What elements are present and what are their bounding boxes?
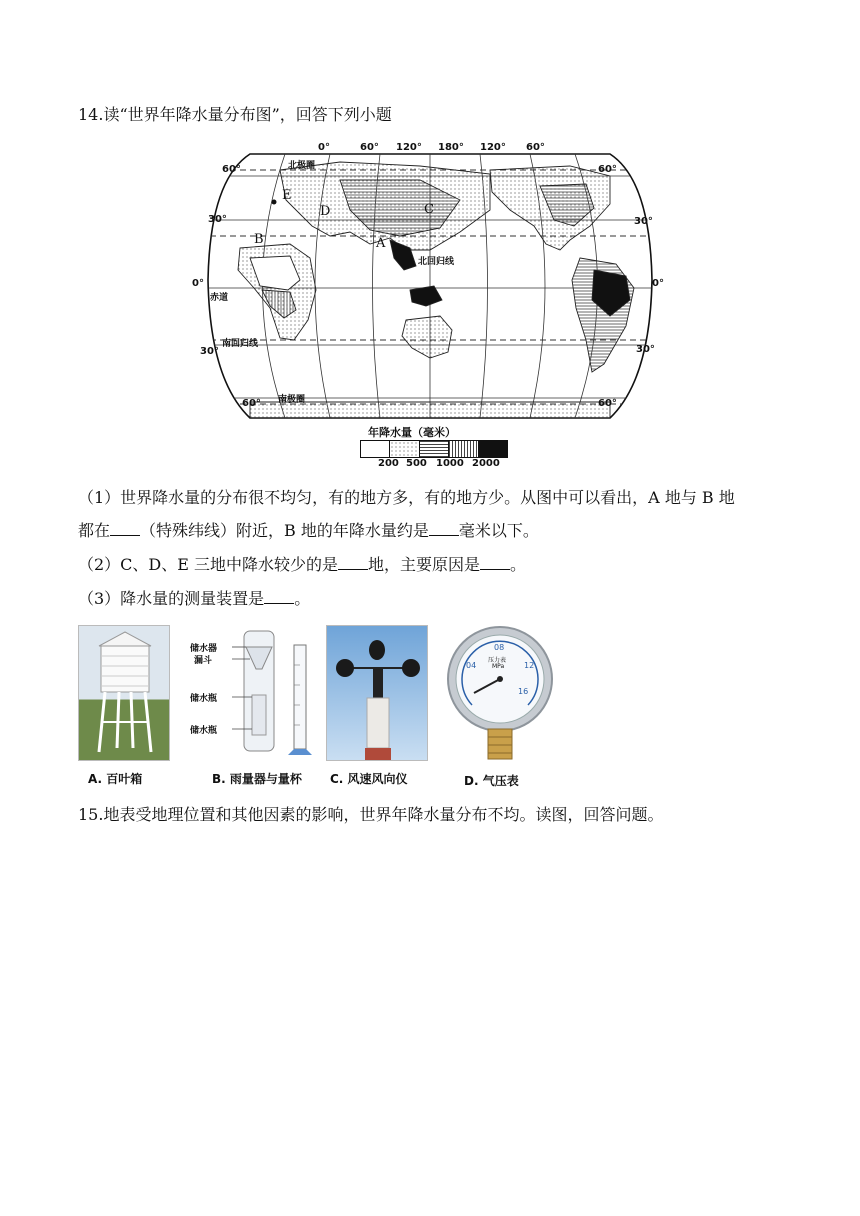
legend-value: 2000	[472, 458, 500, 469]
device-c-caption: C. 风速风向仪	[330, 772, 408, 786]
dial-label: 12	[524, 661, 535, 670]
device-c-anemometer	[326, 625, 428, 761]
q14-sub1-line1: （1）世界降水量的分布很不均匀，有的地方多，有的地方少。从图中可以看出，A 地与 B 地	[78, 488, 735, 507]
lon-label: 120°	[396, 142, 422, 153]
gauge-label: 储水瓶	[190, 726, 218, 736]
point-e: E	[282, 188, 292, 203]
dial-label: 04	[466, 661, 477, 670]
gauge-label: 储水器	[190, 644, 218, 654]
legend-bar	[360, 440, 508, 458]
text: （2）C、D、E 三地中降水较少的是	[78, 555, 339, 574]
lon-label: 120°	[480, 142, 506, 153]
map-graphic	[190, 140, 670, 470]
dial-label: MPa	[492, 663, 505, 670]
lat-label: 30°	[634, 216, 653, 227]
tropic-cancer-label: 北回归线	[418, 257, 455, 267]
gauge-label: 漏斗	[194, 656, 213, 666]
gauge-label: 储水瓶	[190, 694, 218, 704]
text: 都在	[78, 521, 111, 540]
answer-blank[interactable]	[338, 555, 368, 570]
lat-label: 30°	[200, 346, 219, 357]
text: （3）降水量的测量装置是	[78, 589, 265, 608]
point-d: D	[320, 204, 331, 219]
lat-label: 60°	[598, 398, 617, 409]
q15-title: 15.地表受地理位置和其他因素的影响，世界年降水量分布不均。读图，回答问题。	[78, 805, 664, 824]
dial-label: 08	[494, 643, 505, 652]
q14-sub2	[78, 554, 526, 576]
dial-label: 压力表	[488, 657, 507, 664]
answer-blank[interactable]	[264, 589, 294, 604]
device-b-rain-gauge	[188, 625, 328, 761]
text: 毫米以下。	[458, 521, 539, 540]
lat-label: 60°	[222, 164, 241, 175]
text: （特殊纬线）附近，B 地的年降水量约是	[140, 521, 429, 540]
point-a: A	[376, 236, 386, 251]
lon-label: 0°	[318, 142, 330, 153]
text: 。	[510, 555, 527, 574]
tropic-capricorn-label: 南回归线	[222, 339, 259, 349]
text: 。	[294, 589, 311, 608]
lat-label: 60°	[598, 164, 617, 175]
lat-label: 60°	[242, 398, 261, 409]
equator-label: 赤道	[210, 293, 229, 303]
q14-title: 14.读“世界年降水量分布图”，回答下列小题	[78, 105, 392, 124]
answer-blank[interactable]	[110, 521, 140, 536]
dial-label: 16	[518, 687, 529, 696]
point-b: B	[254, 232, 264, 247]
text: 地，主要原因是	[368, 555, 481, 574]
lat-label: 0°	[652, 278, 664, 289]
anemometer-icon	[327, 626, 428, 761]
lon-label: 180°	[438, 142, 464, 153]
legend-title: 年降水量（毫米）	[368, 426, 456, 439]
answer-blank[interactable]	[429, 521, 459, 536]
device-d-caption: D. 气压表	[464, 774, 519, 788]
precipitation-map	[190, 140, 670, 470]
device-d-barometer	[444, 625, 556, 765]
device-b-caption: B. 雨量器与量杯	[212, 772, 302, 786]
device-a-caption: A. 百叶箱	[88, 772, 143, 786]
legend-value: 200	[378, 458, 399, 469]
legend-value: 1000	[436, 458, 464, 469]
lon-label: 60°	[360, 142, 379, 153]
device-a-stevenson-screen	[78, 625, 170, 761]
legend-value: 500	[406, 458, 427, 469]
q14-sub1-line2	[78, 520, 539, 542]
antarctic-circle-label: 南极圈	[278, 395, 306, 405]
point-c: C	[424, 202, 434, 217]
lon-label: 60°	[526, 142, 545, 153]
answer-blank[interactable]	[480, 555, 510, 570]
lat-label: 0°	[192, 278, 204, 289]
stevenson-screen-icon	[79, 626, 170, 761]
lat-label: 30°	[208, 214, 227, 225]
q14-sub3	[78, 588, 310, 610]
lat-label: 30°	[636, 344, 655, 355]
arctic-circle-label: 北极圈	[288, 161, 316, 171]
